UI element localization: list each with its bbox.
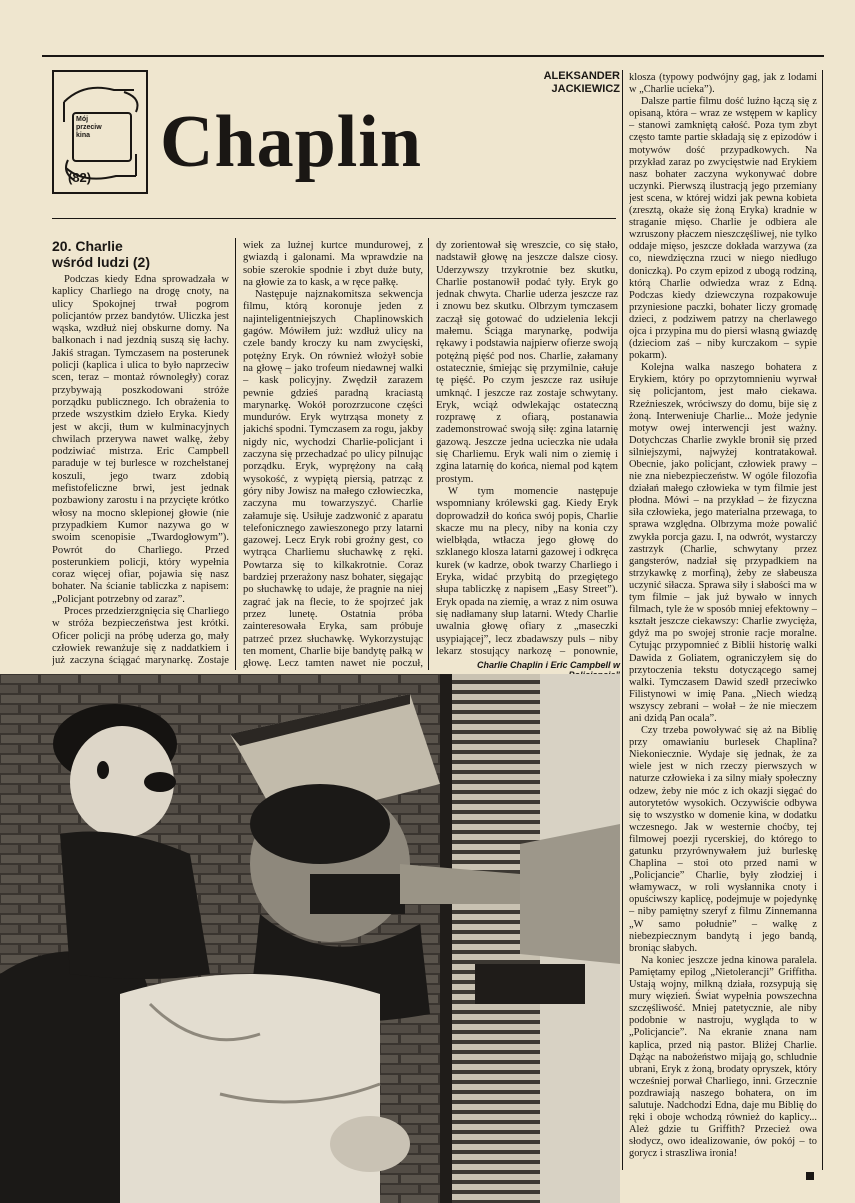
article-column-1	[52, 274, 229, 668]
column-rule	[235, 238, 236, 670]
logo-text: Mój przeciw kina	[76, 116, 102, 139]
series-number: (82)	[68, 170, 92, 185]
top-rule	[42, 55, 824, 57]
paragraph: Następuje najznakomitsza sekwencja filmu, którą koronuje jeden z najinteligentniejszych Chaplinowskich gagów. Mówiłem już: wzdłuż ulicy na czele bandy kroczy ku nam zwycięski, potężny Eryk. On również włożył sobie na głowę – jako trofeum niedawnej walki – kask policyjny. Zwędził zarazem pewnie gdzieś paradną kraciastą marynarkę. Wokół porozrzucone części mundurów. Eryk wytrząsa monety z jakichś spodni. Tymczasem za rogu, jakby nigdy nic, wychodzi Charlie-policjant i zaczyna się przechadzać po ulicy pilnując porządku. Eryk, wyprężony na całą wysokość, z wypiętą piersią, patrząc z góry niby Jowisz na małego człowieczka, zaczyna mu towarzyszyć. Charlie załamuje się. Usiłuje zadzwonić z aparatu telefonicznego zawieszonego przy latarni gazowej. Lecz Eryk robi groźny gest, co wytrąca Charliemu słuchawkę z ręki. Powtarza się to kilkakrotnie. Coraz bardziej przerażony nasz bohater, sięgając po słuchawkę to udaje, że pragnie na niej zagrać jak na flecie, to że spojrzeć jak przez lunetę. Ostatnia próba zainteresowała Eryka, sam próbuje patrzeć przez słuchawkę. Wykorzystując ten moment, Charlie bije bandytę pałką w głowę. Lecz tamten nawet nie poczuł,	[243, 289, 423, 668]
film-still-photo	[0, 674, 620, 1203]
article-column-3	[436, 240, 618, 658]
column-rule	[822, 70, 823, 1170]
paragraph: Czy trzeba powoływać się aż na Biblię przy omawianiu burlesek Chaplina? Niekoniecznie. Wydaje się jednak, że za wiele jest w nich rzeczy pierwszych w naturze człowieka i za silny miały społeczny odzew, żeby nie móc z ich okazji sięgać do autorytetów wysokich. Oczywiście odbywa się to wszystko w domenie kina, w dodatku wczesnego. Jak w westernie choćby, tej filmowej poezji rycerskiej, do którego to gatunku przyrównywałem już burleskę Chaplina – stoi oto przed nami w „Policjancie” Charlie, były złodziej i włamywacz, w roli wysłannika cnoty i opuściwszy kaplicę, podejmuje w pojedynkę – niby pamiętny szeryf z filmu Zinnemanna „W samo południe” – walkę z niebezpiecznym bandytą i jego bandą, broniąc słabych.	[629, 725, 817, 954]
subhead-line: 20. Charlie	[52, 238, 123, 254]
film-still-illustration	[0, 674, 620, 1203]
author-last-name: JACKIEWICZ	[551, 83, 620, 95]
article-subhead	[52, 238, 202, 270]
article-column-2	[243, 240, 423, 668]
end-mark	[806, 1172, 814, 1180]
subhead-line: wśród ludzi (2)	[52, 254, 150, 270]
paragraph: Dalsze partie filmu dość luźno łączą się z opisaną, która – wraz ze wstępem w kaplicy – stanowi zamkniętą całość. Poza tym zbyt często tamte partie składają się z epizodów i motywów dość przypadkowych. Na przykład zaraz po zwycięstwie nad Erykiem nasz bohater zaczyna wykonywać dobre uczynki. Pierwszą ilustracją jego przemiany jest scena, w której widzi jak pewna kobieta (zresztą, okaże się żoną Eryka) kradnie w straganie mięso. Charlie je odbiera ale wzruszony płaczem nieszczęśliwej, nie tylko oddaje mięso, jeszcze dokłada warzywa (za co, niewdzięczna rzuci w niego niedługo doniczką). Po czym epizod z ubogą rodziną, którą Charlie odwiedza wraz z Edną. Podczas kiedy dziewczyna rozpakowuje przyniesione paczki, bohater liczy gromadę dzieci, z podziwem patrzy na cherlawego ojca i przypina mu do piersi własną gwiazdę (dzieciom zaś – niby kurczakom – sypie pokarm).	[629, 96, 817, 362]
article-column-4	[629, 72, 817, 1184]
column-rule	[622, 70, 623, 1170]
column-rule	[428, 238, 429, 670]
page-title: Chaplin	[160, 101, 423, 183]
paragraph: wiek za luźnej kurtce mundurowej, z gwiazdą i galonami. Ma wprawdzie na sobie szerokie spodnie i zbyt duże buty, na głowie za to kask, a w ręce pałkę.	[243, 240, 423, 288]
author-first-name: ALEKSANDER	[543, 70, 620, 82]
paragraph: Kolejna walka naszego bohatera z Erykiem, który po oprzytomnieniu wyrwał się policjantom, jest mało ciekawa. Rzeźnieszek, wróciwszy do domu, bije się z żoną. Interweniuje Charlie... Może jedynie motyw owej interwencji jest ważny. Dotychczas Charlie zwykle bronił się przed silniejszymi, najwyżej kontratakował. Obecnie, jako policjant, człowiek prawy – nie zna niebezpieczeństw. W ogóle filozofia działań małego człowieka w tym filmie jest płodna. Mówi – na przykład – że fizyczna siła człowieka, jego materialna przewaga, to sprawa względna. Olbrzyma może powalić zwykła porcja gazu. I, na odwrót, wystarczy zastrzyk (Charlie, schwytany przez gangsterów, nadział się przypadkiem na strzykawkę z morfiną), żeby ze słabeusza uczynić siłacza. Sprawa siły i słabości ma w tym filmie – jak już bywało w innych filmach, tyle że w sposób mniej efektowny – kształt jeszcze ciekawszy: Charlie zwycięża, gdyż ma po swojej stronie racje moralne. Cytując przypomnieć z Biblii historię walki Dawida z Goliatem, ograniczyłem się do przytoczenia tekstu dotyczącego samej walki. Tymczasem Dawid szedł przeciwko Filistynowi w imię Pana. „Niech wiedzą wszyscy zebrani – wołał – że nie mieczem ani dzidą Pan ocala”.	[629, 362, 817, 724]
paragraph: klosza (typowy podwójny gag, jak z lodami w „Charlie ucieka”).	[629, 72, 817, 96]
paragraph: Podczas kiedy Edna sprowadzała w kaplicy Charliego na drogę cnoty, na ulicy Spokojnej trwał pogrom policjantów przez bandytów. Uliczka jest wąska, wzdłuż niej obskurne domy. Na balkonach i nad jezdnią suszą się łachy. Jakiś stragan. Tymczasem na posterunek policji (kaplica i ulica to było naprzeciw scen, teraz – montaż równoległy) coraz przybywają poszkodowani stróże porządku publicznego. Ich obrażenia to przede wszystkim dzieło Eryka. Kiedy jest w akcji, tłum w kulminacyjnych chwilach przerywa nawet walkę, żeby podziwiać mistrza. Eric Campbell paraduje w tej burlesce w rozchełstanej koszuli, jego twarz zdobią mefistofeliczne brwi, jest jednak pozbawiony zarostu i na przycięte krótko włosy na mocno sklepionej głowie (nie przypadkiem Kumor nazywa go w swoim scenopisie „Twardogłowym”). Powrót do Charliego. Przed posterunkiem policji, który wypełnia coraz więcej ofiar, pojawia się nasz bohater. Na ścianie tabliczka z napisem: „Policjant potrzebny od zaraz”.	[52, 274, 229, 605]
paragraph: dy zorientował się wreszcie, co się stało, nadstawił głowę na jeszcze dalsze ciosy. Uderzywszy trzykrotnie bez skutku, Charlie postanowił podać tyły. Eryk go jednak chwyta. Charlie uderza jeszcze raz i znowu bez skutku. Olbrzym tymczasem zaczął się gotować do udzielenia lekcji małemu. Ściąga marynarkę, podwija rękawy i podstawia najpierw ofierze swoją potężną pięść pod nos. Charlie, załamany ostatecznie, śmiejąc się przymilnie, całuje tę pięść. Po czym jeszcze raz usiłuje umknąć. I jeszcze raz zostaje schwytany. Eryk, wciąż odwlekając ostateczną rozprawę z ofiarą, postanawia zademonstrować swoją siłę: zgina latarnię gazową. Jeszcze jedna ucieczka nie udała się Charliemu. Eryk wali nim o ziemię i zgina latarnię do końca, niemal pod kątem prostym.	[436, 240, 618, 485]
author-name	[480, 70, 620, 96]
title-underline	[52, 218, 616, 219]
paragraph: Proces przedzierzgnięcia się Charliego w stróża bezpieczeństwa jest krótki. Oficer policji na próbę uderza go, mały człowiek rewanżuje się z naddatkiem i już zaczyna ściągać marynarkę. Zostaje	[52, 606, 229, 667]
paragraph: Na koniec jeszcze jedna kinowa paralela. Pamiętamy epilog „Nietolerancji” Griffitha. Ustają wojny, milkną działa, rozsypują się mury więzień. Świat wypełnia powszechna szczęśliwość. Mniej patetycznie, ale niby podobnie w nastroju, wygląda to w „Policjancie”. Na ekranie znana nam kaplica, przed nią pastor. Bliżej Charlie. Dążąc na nabożeństwo mijają go, schludnie ubrani, Eryk z żoną, brodaty opryszek, który wcześniej porwał Charliego, inni. Grzecznie pozdrawiają naszego bohatera, on im salutuje. Nadchodzi Edna, daje mu Biblię do ręki i oboje wchodzą również do kaplicy... Ależ gdzie tu Griffith? Przecież owa słodycz, owo idealizowanie, ów pokój – to gorycz i straszliwa ironia!	[629, 954, 817, 1160]
series-logo	[52, 70, 148, 194]
photo-caption: Charlie Chaplin i Eric Campbell w	[476, 660, 620, 670]
paragraph: W tym momencie następuje wspomniany królewski gag. Kiedy Eryk doprowadził do końca swój popis, Charlie skacze mu na plecy, niby na konia czy wielbłąda, wtłacza jego głowę do szklanego klosza latarni gazowej i odkręca kurek (w kadrze, obok twarzy Charliego i Eryka, widać przybitą do przegiętego słupa tabliczkę z napisem „Easy Street”). Eryk opada na ziemię, a wraz z nim osuwa się nadłamany słup latarni. Wtedy Charlie uwalnia głowę ofiary z „maseczki usypiającej”, lecz zbadawszy puls – niby lekarz stosujący narkozę – ponownie,	[436, 485, 618, 657]
